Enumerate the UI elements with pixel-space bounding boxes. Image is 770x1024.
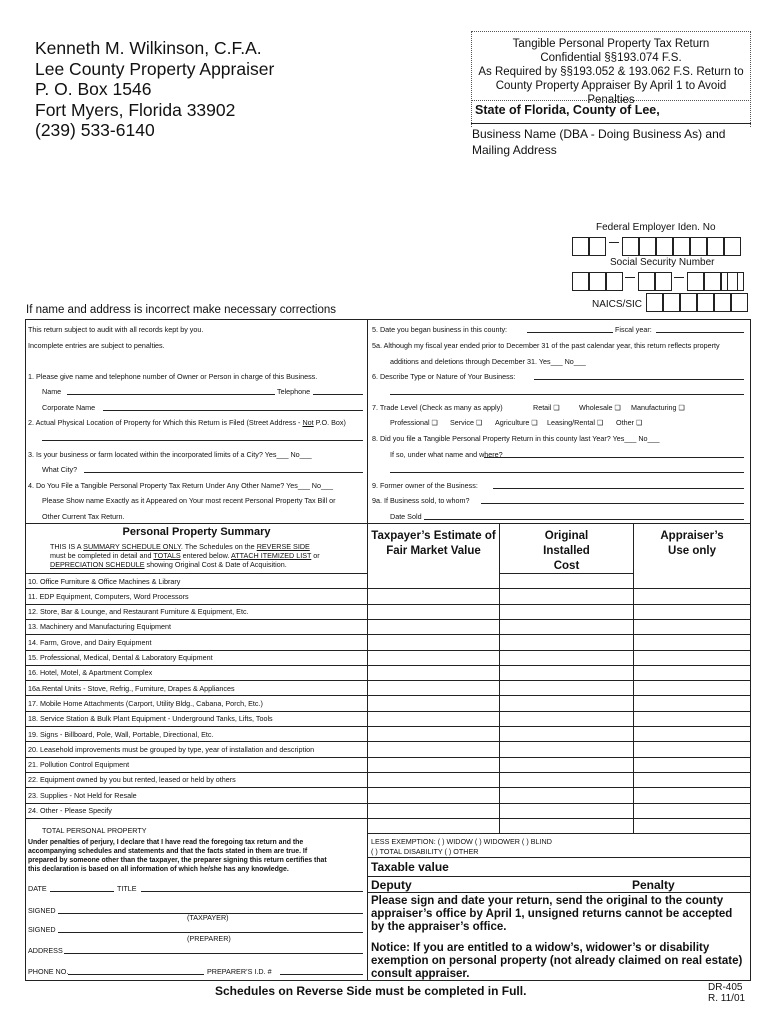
summary-item-label: 11. EDP Equipment, Computers, Word Processors — [28, 591, 189, 601]
q5a-answer: additions and deletions through December 31. Yes___ No___ — [390, 357, 586, 366]
summary-item-label: 19. Signs - Billboard, Pole, Wall, Portable, Directional, Etc. — [28, 729, 214, 739]
appraiser-name: Kenneth M. Wilkinson, C.F.A. — [35, 38, 262, 58]
taxpayer-value-field[interactable] — [368, 680, 498, 695]
former-owner-field[interactable] — [493, 479, 744, 489]
taxable-value-label: Taxable value — [371, 860, 449, 874]
deputy-label: Deputy — [371, 878, 412, 892]
summary-title: Personal Property Summary — [122, 526, 271, 538]
exemption-options[interactable]: LESS EXEMPTION: ( ) WIDOW ( ) WIDOWER ( ) BLIND — [371, 837, 552, 846]
summary-item-label: 13. Machinery and Manufacturing Equipment — [28, 622, 172, 632]
business-type-field[interactable] — [534, 370, 744, 380]
state-county: State of Florida, County of Lee, — [475, 103, 660, 117]
taxpayer-value-field[interactable] — [368, 634, 498, 649]
corporate-field[interactable] — [103, 401, 363, 411]
q8-text: 8. Did you file a Tangible Personal Property Return in this county last Year? Yes___ No___ — [372, 434, 660, 443]
footer-note: Schedules on Reverse Side must be completed in Full. — [215, 984, 527, 998]
prior-name-field-2[interactable] — [390, 463, 744, 473]
naics-label: NAICS/SIC — [592, 299, 643, 310]
q5-text: 5. Date you began business in this county: — [372, 325, 508, 334]
q8-where: If so, under what name and where? — [390, 450, 503, 459]
manufacturing-checkbox[interactable]: Manufacturing ❑ — [631, 403, 685, 412]
appraiser-use-header: Appraiser’s Use only — [660, 530, 724, 557]
summary-item-label: 12. Store, Bar & Lounge, and Restaurant Furniture & Equipment, Etc. — [28, 607, 249, 617]
taxpayer-value-field[interactable] — [368, 726, 498, 741]
phone-field[interactable] — [68, 965, 204, 975]
appraiser-city: Fort Myers, Florida 33902 — [35, 99, 236, 120]
q4-text: 4. Do You File a Tangible Personal Property Tax Return Under Any Other Name? Yes___ No___ — [28, 481, 333, 490]
fiscal-label: Fiscal year: — [615, 325, 652, 334]
summary-note-3: DEPRECIATION SCHEDULE showing Original Cost & Date of Acquisition. — [50, 560, 287, 569]
summary-item-label: 15. Professional, Medical, Dental & Laboratory Equipment — [28, 653, 213, 662]
form-title: Tangible Personal Property Tax Return — [512, 38, 710, 50]
taxpayer-value-field[interactable] — [368, 711, 498, 726]
start-date-field[interactable] — [527, 323, 613, 333]
original-cost-field[interactable] — [500, 741, 632, 756]
corporate-label: Corporate Name — [42, 403, 96, 412]
summary-note-2: must be completed in detail and TOTALS entered below. ATTACH ITEMIZED LIST or — [50, 551, 320, 560]
summary-item-label: 24. Other - Please Specify — [28, 806, 112, 815]
taxpayer-value-field[interactable] — [368, 741, 498, 756]
original-cost-field[interactable] — [500, 757, 632, 772]
q3-text: 3. Is your business or farm located within the incorporated limits of a City? Yes___ No___ — [28, 450, 312, 459]
telephone-label: Telephone — [277, 387, 311, 396]
fein-label: Federal Employer Iden. No — [596, 222, 716, 233]
taxpayer-value-field[interactable] — [368, 619, 498, 634]
taxpayer-value-field[interactable] — [368, 787, 498, 802]
taxpayer-value-field[interactable] — [368, 604, 498, 619]
prior-name-field[interactable] — [484, 448, 744, 458]
total-label: TOTAL PERSONAL PROPERTY — [42, 826, 147, 835]
appraiser-office: Lee County Property Appraiser — [35, 58, 275, 79]
original-cost-field[interactable] — [500, 604, 632, 619]
location-field[interactable] — [42, 431, 363, 441]
agriculture-checkbox[interactable]: Agriculture ❑ — [495, 418, 538, 427]
what-city-label: What City? — [42, 465, 78, 474]
title-box — [471, 31, 751, 127]
summary-item-label: 23. Supplies - Not Held for Resale — [28, 790, 137, 800]
original-cost-header: Original Installed Cost — [543, 530, 590, 572]
form-deadline: County Property Appraiser By April 1 to Avoid Penalties — [495, 80, 727, 106]
q7-text: 7. Trade Level (Check as many as apply) — [372, 403, 503, 412]
original-cost-field[interactable] — [500, 803, 632, 818]
original-cost-field[interactable] — [500, 665, 632, 680]
appraiser-po-box: P. O. Box 1546 — [35, 79, 152, 99]
exemption-notice: Notice: If you are entitled to a widow’s, widower’s or disability exemption on personal property (not already claimed on real estate) consult appraiser. — [371, 942, 743, 980]
summary-item-label: 17. Mobile Home Attachments (Carport, Utility Bldg., Cabana, Porch, Etc.) — [28, 698, 263, 708]
q4-name-text: Please Show name Exactly as it Appeared on Your most recent Personal Property Tax Bill or — [42, 496, 336, 505]
naics-input[interactable] — [646, 293, 748, 312]
other-checkbox[interactable]: Other ❑ — [616, 418, 643, 427]
preparer-caption: (PREPARER) — [187, 934, 231, 943]
summary-item-label: 16. Hotel, Motel, & Apartment Complex — [28, 668, 153, 678]
original-cost-field[interactable] — [500, 711, 632, 726]
summary-item-label: 10. Office Furniture & Office Machines & Library — [28, 576, 181, 586]
correction-note: If name and address is incorrect make necessary corrections — [26, 304, 336, 316]
fiscal-field[interactable] — [656, 323, 744, 333]
professional-checkbox[interactable]: Professional ❑ — [390, 418, 438, 427]
business-type-field-2[interactable] — [390, 385, 744, 395]
original-cost-field[interactable] — [500, 634, 632, 649]
signature-notice: Please sign and date your return, send the original to the county appraiser’s office by April 1, unsigned returns cannot be accepted by the appraiser’s office. — [371, 895, 733, 933]
retail-checkbox[interactable]: Retail ❑ — [533, 403, 560, 412]
summary-item-label: 20. Leasehold improvements must be grouped by type, year of installation and description — [28, 744, 315, 754]
taxpayer-value-field[interactable] — [368, 573, 498, 588]
address-field[interactable] — [64, 944, 363, 954]
taxpayer-caption: (TAXPAYER) — [187, 913, 229, 922]
form-number: DR-405 R. 11/01 — [708, 982, 746, 1004]
taxpayer-value-field[interactable] — [368, 803, 498, 818]
summary-item-label: 21. Pollution Control Equipment — [28, 760, 130, 770]
leasing-checkbox[interactable]: Leasing/Rental ❑ — [547, 418, 604, 427]
taxpayer-value-field[interactable] — [368, 588, 498, 603]
original-cost-field[interactable] — [500, 650, 632, 665]
appraiser-phone: (239) 533-6140 — [35, 120, 155, 140]
q6-text: 6. Describe Type or Nature of Your Business: — [372, 372, 516, 381]
taxpayer-value-field[interactable] — [368, 650, 498, 665]
preparer-signature-field[interactable] — [58, 923, 363, 933]
taxpayer-value-field[interactable] — [368, 772, 498, 787]
service-checkbox[interactable]: Service ❑ — [450, 418, 483, 427]
exemption-options-2[interactable]: ( ) TOTAL DISABILITY ( ) OTHER — [371, 847, 479, 856]
original-cost-field[interactable] — [500, 573, 632, 588]
original-cost-field[interactable] — [500, 619, 632, 634]
signed-preparer-label: SIGNED — [28, 925, 56, 934]
name-label: Name — [42, 387, 62, 396]
summary-item-label: 14. Farm, Grove, and Dairy Equipment — [28, 637, 152, 647]
taxpayer-value-field[interactable] — [368, 757, 498, 772]
q9a-text: 9a. If Business sold, to whom? — [372, 496, 470, 505]
summary-item-label: 16a.Rental Units - Stove, Refrig., Furniture, Drapes & Appliances — [28, 683, 235, 693]
original-cost-field[interactable] — [500, 772, 632, 787]
ssn-input[interactable] — [572, 272, 744, 291]
audit-note: This return subject to audit with all records kept by you. — [28, 325, 204, 334]
phone-label: PHONE NO. — [28, 967, 69, 976]
signed-label: SIGNED — [28, 906, 56, 915]
original-cost-field[interactable] — [500, 680, 632, 695]
appraiser-block — [35, 38, 274, 141]
form-confidential: Confidential §§193.074 F.S. — [540, 52, 682, 64]
preparer-id-label: PREPARER’S I.D. # — [207, 967, 272, 976]
ssn-label: Social Security Number — [610, 257, 715, 268]
penalty-label: Penalty — [632, 878, 675, 892]
telephone-field[interactable] — [313, 385, 363, 395]
business-name-label: Business Name (DBA - Doing Business As) and Mailing Address — [472, 127, 726, 157]
q4-other-text: Other Current Tax Return. — [42, 512, 125, 521]
original-cost-field[interactable] — [500, 787, 632, 802]
date-sold-field[interactable] — [424, 510, 744, 520]
address-label: ADDRESS — [28, 946, 63, 955]
preparer-id-field[interactable] — [280, 965, 363, 975]
date-label: DATE — [28, 884, 47, 893]
original-cost-field[interactable] — [500, 726, 632, 741]
fein-input[interactable] — [572, 237, 744, 256]
title-field[interactable] — [141, 882, 363, 892]
summary-note-1: THIS IS A SUMMARY SCHEDULE ONLY. The Schedules on the REVERSE SIDE — [50, 542, 310, 551]
perjury-statement: Under penalties of perjury, I declare that I have read the foregoing tax return and the accompanying schedules and statements and that the facts stated in them are true. If prepared by someone other than the taxpayer, the preparer signing this return certifies that this declaration is based on all information of which he/she has any knowledge. — [28, 839, 327, 873]
summary-item-label: 22. Equipment owned by you but rented, leased or held by others — [28, 775, 236, 785]
form-required: As Required by §§193.052 & 193.062 F.S. Return to — [478, 66, 744, 78]
city-field[interactable] — [84, 463, 363, 473]
q2-text: 2. Actual Physical Location of Property for Which this Return is Filed (Street Address - Not P.O. Box) — [28, 418, 346, 427]
incomplete-note: Incomplete entries are subject to penalties. — [28, 341, 165, 350]
taxpayer-value-field[interactable] — [368, 665, 498, 680]
taxpayer-estimate-header: Taxpayer’s Estimate of Fair Market Value — [371, 530, 496, 557]
q5a-text: 5a. Although my fiscal year ended prior to December 31 of the past calendar year, this return reflects property — [372, 341, 720, 350]
date-field[interactable] — [50, 882, 114, 892]
name-field[interactable] — [67, 385, 275, 395]
q1-text: 1. Please give name and telephone number of Owner or Person in charge of this Business. — [28, 372, 318, 381]
taxpayer-value-field[interactable] — [368, 695, 498, 710]
summary-item-label: 18. Service Station & Bulk Plant Equipment - Underground Tanks, Lifts, Tools — [28, 714, 273, 724]
original-cost-field[interactable] — [500, 588, 632, 603]
title-label: TITLE — [117, 884, 137, 893]
date-sold-label: Date Sold — [390, 512, 422, 521]
sold-to-field[interactable] — [481, 494, 744, 504]
q9-text: 9. Former owner of the Business: — [372, 481, 478, 490]
wholesale-checkbox[interactable]: Wholesale ❑ — [579, 403, 621, 412]
original-cost-field[interactable] — [500, 695, 632, 710]
